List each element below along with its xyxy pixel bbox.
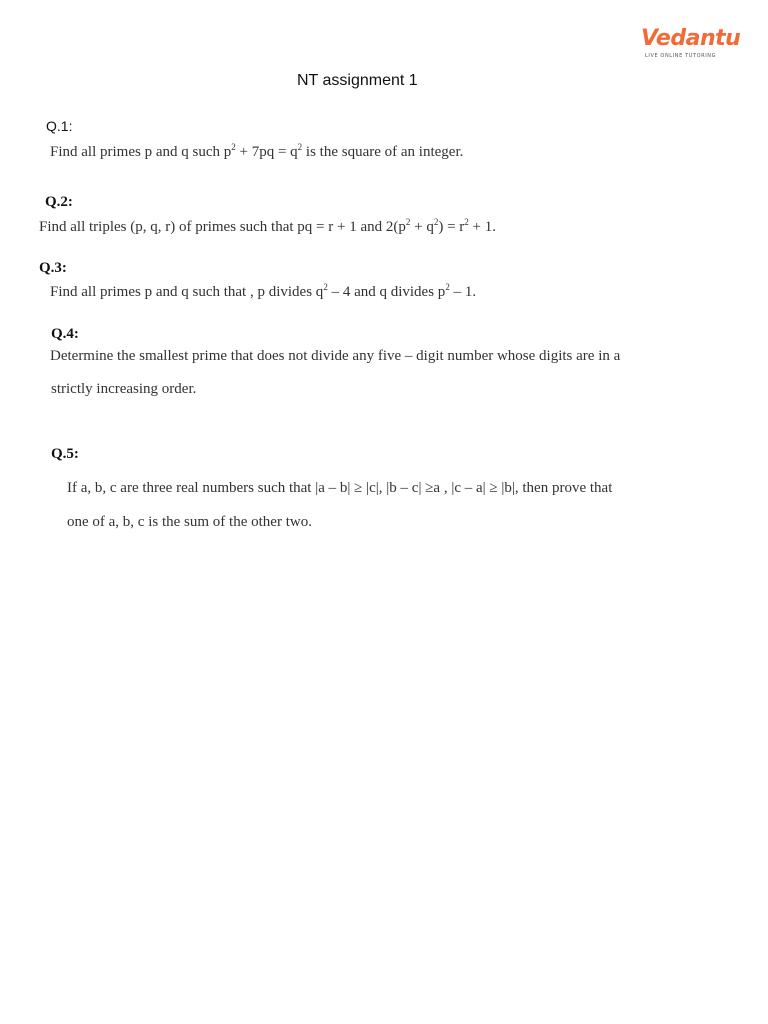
logo-tagline: LIVE ONLINE TUTORING: [645, 53, 717, 59]
question-1-label: Q.1:: [46, 118, 73, 134]
question-5-text-line-2: one of a, b, c is the sum of the other two.: [67, 514, 312, 530]
question-5-text-line-1: If a, b, c are three real numbers such that |a – b| ≥ |c|, |b – c| ≥a , |c – a| ≥ |b|, then prove that: [67, 480, 613, 496]
question-4-text-line-2: strictly increasing order.: [51, 381, 197, 397]
question-2-text: Find all triples (p, q, r) of primes such that pq = r + 1 and $2(p^2 + q^2) = r^2 + 1$.: [39, 217, 496, 235]
logo-wordmark: Vedantu: [641, 26, 741, 51]
page-title: NT assignment 1: [297, 72, 418, 89]
question-2-label: Q.2:: [45, 194, 73, 210]
question-3-label: Q.3:: [39, 260, 67, 276]
vedantu-logo: [641, 26, 741, 61]
question-4-text-line-1: Determine the smallest prime that does not divide any five – digit number whose digits are in a: [50, 348, 621, 364]
question-5-label: Q.5:: [51, 446, 79, 462]
question-1-text: Find all primes p and q such $p^2 + 7pq = q^2$ is the square of an integer.: [50, 142, 464, 160]
question-4-label: Q.4:: [51, 326, 79, 342]
question-3-text: Find all primes p and q such that , p divides $q^2 - 4$ and q divides $p^2 - 1$.: [50, 282, 477, 300]
